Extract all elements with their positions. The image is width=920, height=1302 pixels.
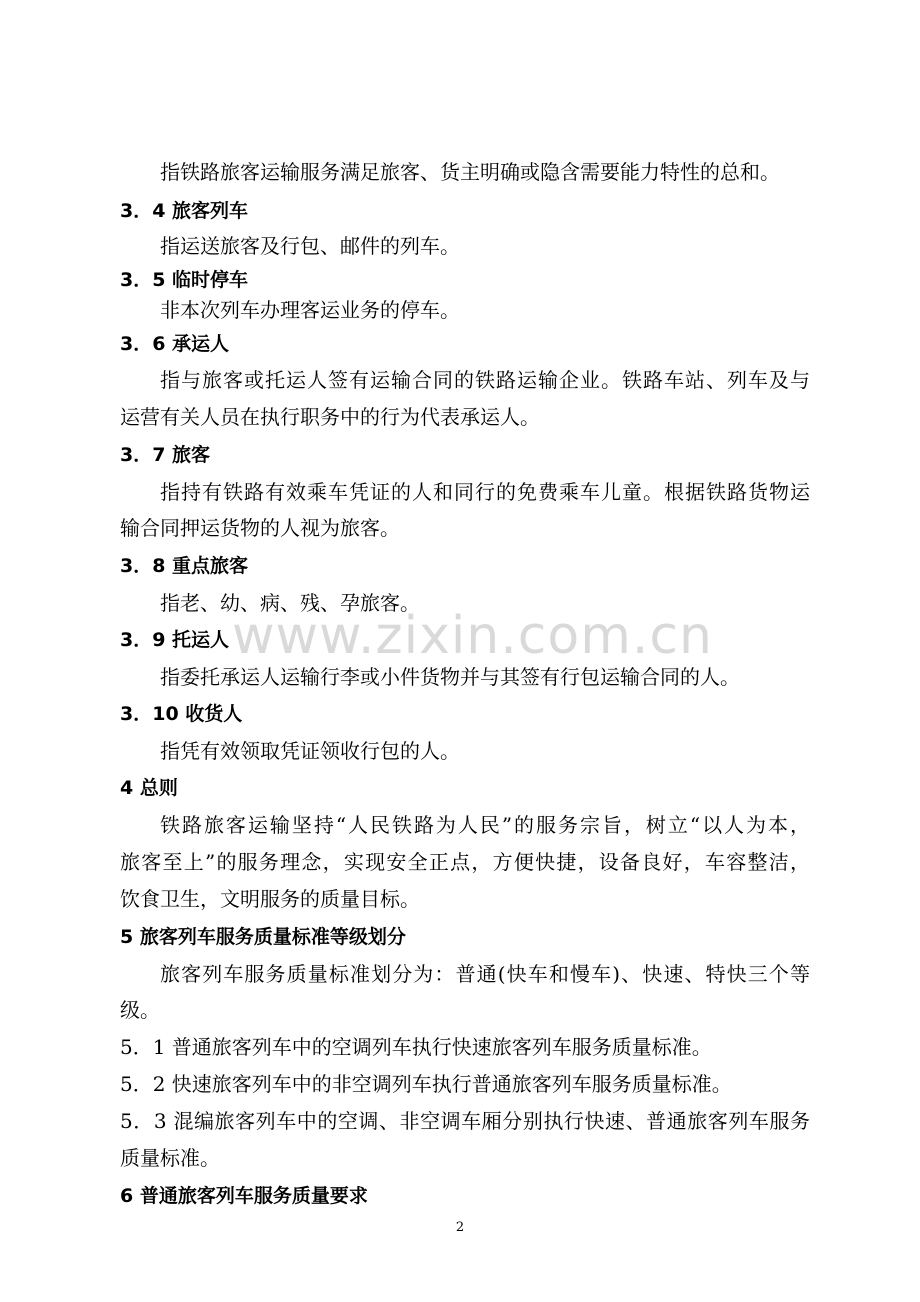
- paragraph-line: 非本次列车办理客运业务的停车。: [160, 298, 460, 322]
- paragraph-line: 指铁路旅客运输服务满足旅客、货主明确或隐含需要能力特性的总和。: [160, 160, 780, 184]
- section-heading: 3．10 收货人: [120, 703, 243, 725]
- section-heading: 5 旅客列车服务质量标准等级划分: [120, 926, 406, 948]
- paragraph-line: 质量标准。: [120, 1146, 220, 1170]
- paragraph-line: 指委托承运人运输行李或小件货物并与其签有行包运输合同的人。: [160, 665, 740, 689]
- paragraph-line: 旅客列车服务质量标准划分为：普通(快车和慢车)、快速、特快三个等: [160, 962, 810, 986]
- section-heading: 3．9 托运人: [120, 629, 230, 651]
- section-heading: 3．5 临时停车: [120, 269, 249, 291]
- paragraph-line: 输合同押运货物的人视为旅客。: [120, 516, 400, 540]
- paragraph-line: 级。: [120, 998, 160, 1022]
- paragraph-line: 指持有铁路有效乘车凭证的人和同行的免费乘车儿童。根据铁路货物运: [160, 480, 810, 504]
- watermark: www.zixin.com.cn: [232, 606, 713, 666]
- section-heading: 3．7 旅客: [120, 444, 211, 466]
- paragraph-line: 指运送旅客及行包、邮件的列车。: [160, 234, 460, 258]
- subsection-line: 5．3 混编旅客列车中的空调、非空调车厢分别执行快速、普通旅客列车服务: [120, 1109, 810, 1133]
- section-heading: 4 总则: [120, 777, 178, 799]
- paragraph-line: 运营有关人员在执行职务中的行为代表承运人。: [120, 405, 540, 429]
- paragraph-line: 指老、幼、病、残、孕旅客。: [160, 591, 420, 615]
- paragraph-line: 旅客至上”的服务理念，实现安全正点，方便快捷，设备良好，车容整洁，: [120, 850, 810, 874]
- section-heading: 3．4 旅客列车: [120, 200, 249, 222]
- subsection-line: 5．2 快速旅客列车中的非空调列车执行普通旅客列车服务质量标准。: [120, 1072, 732, 1096]
- section-heading: 3．8 重点旅客: [120, 555, 249, 577]
- paragraph-line: 指与旅客或托运人签有运输合同的铁路运输企业。铁路车站、列车及与: [160, 368, 810, 392]
- paragraph-line: 指凭有效领取凭证领收行包的人。: [160, 739, 460, 763]
- section-heading: 6 普通旅客列车服务质量要求: [120, 1185, 368, 1207]
- subsection-line: 5．1 普通旅客列车中的空调列车执行快速旅客列车服务质量标准。: [120, 1035, 712, 1059]
- page-number: 2: [455, 1220, 465, 1235]
- paragraph-line: 铁路旅客运输坚持“人民铁路为人民”的服务宗旨，树立“以人为本，: [160, 813, 810, 837]
- paragraph-line: 饮食卫生，文明服务的质量目标。: [120, 887, 420, 911]
- section-heading: 3．6 承运人: [120, 333, 230, 355]
